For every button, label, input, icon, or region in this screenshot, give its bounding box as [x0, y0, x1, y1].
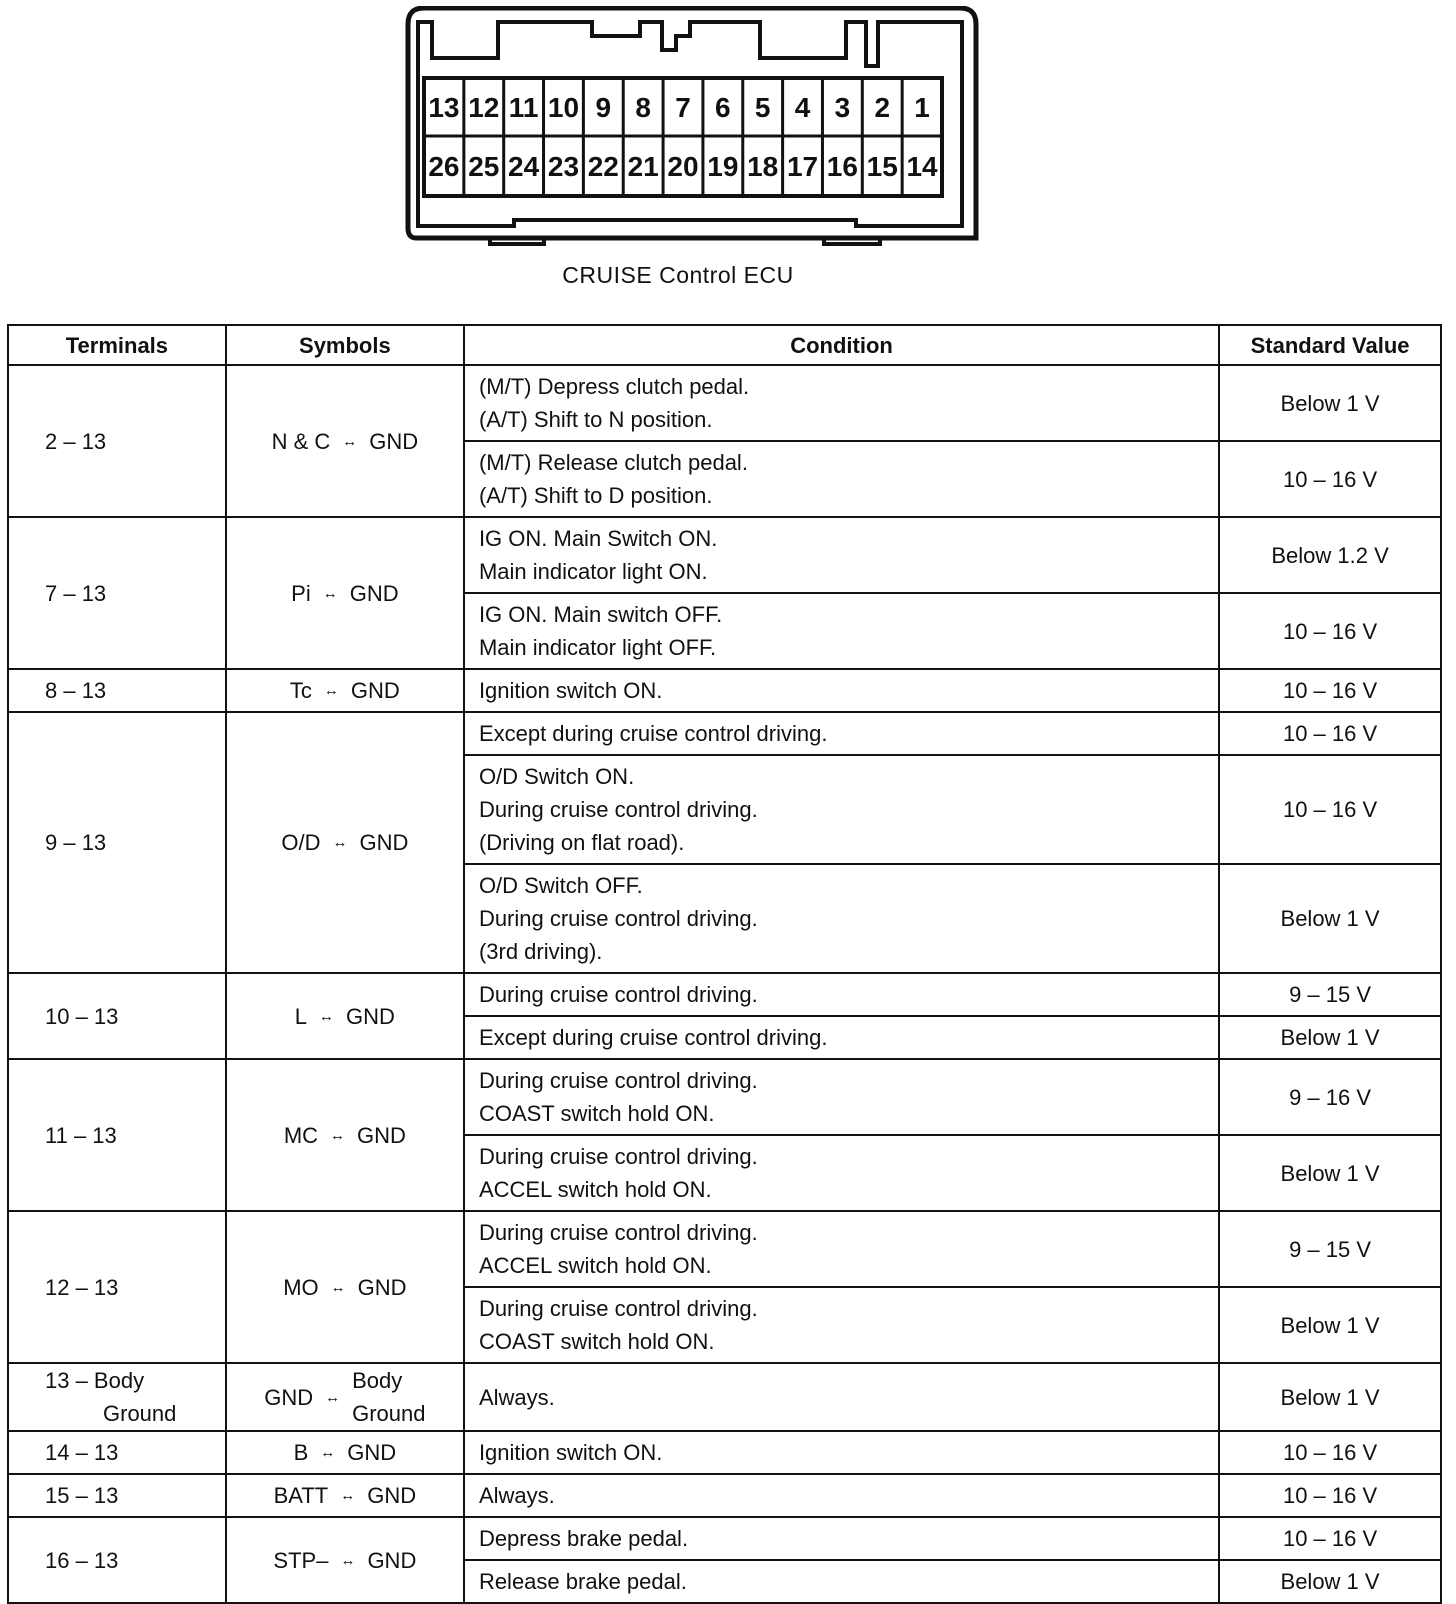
- pin-21-label: 21: [627, 151, 659, 182]
- symbol-right-text: GND: [357, 1122, 406, 1148]
- condition-line: (A/T) Shift to N position.: [478, 407, 713, 432]
- header-symbols: Symbols: [226, 325, 464, 365]
- symbol-left-text: MC: [283, 1122, 319, 1148]
- condition-line: (M/T) Release clutch pedal.: [478, 450, 748, 475]
- pin-15-label: 15: [866, 151, 898, 182]
- symbol-right-text: GND: [367, 1547, 417, 1573]
- symbol-left-text: L: [294, 1003, 308, 1029]
- terminal-specification-table: [7, 324, 1442, 1604]
- standard-value-cell: 10 – 16 V: [1219, 441, 1441, 517]
- bidirectional-arrow-icon: ↔: [323, 682, 339, 699]
- terminals-cell: [8, 1474, 226, 1517]
- symbol-right-text: GND: [359, 830, 409, 855]
- table-row: [8, 1211, 1441, 1287]
- condition-line: Always.: [478, 1384, 555, 1410]
- condition-cell: [464, 1287, 1219, 1363]
- symbol-right: [357, 1119, 406, 1152]
- condition-line: During cruise control driving.: [478, 982, 758, 1007]
- pin-14-label: 14: [906, 151, 938, 182]
- terminals-text: 11 – 13: [45, 1122, 117, 1148]
- standard-value-cell: 10 – 16 V: [1219, 1431, 1441, 1474]
- symbol-left: [281, 826, 320, 859]
- symbol-right: [367, 1544, 416, 1577]
- terminals-cell: [8, 517, 226, 669]
- symbol-pair: [291, 577, 398, 610]
- condition-line: ACCEL switch hold ON.: [478, 1253, 712, 1278]
- table-row: [8, 712, 1441, 755]
- symbol-left: [273, 1544, 328, 1577]
- symbol-cell: [226, 1363, 464, 1431]
- pin-11-label: 11: [508, 92, 539, 123]
- bidirectional-arrow-icon: ↔: [322, 584, 338, 602]
- table-row: [8, 517, 1441, 593]
- symbol-pair: [272, 425, 419, 458]
- pin-18-label: 18: [747, 151, 779, 182]
- symbol-left-text: BATT: [273, 1483, 329, 1508]
- symbol-right: [367, 1479, 416, 1512]
- standard-value-cell: 10 – 16 V: [1219, 669, 1441, 712]
- bidirectional-arrow-icon: ↔: [340, 1487, 356, 1504]
- symbol-pair: [264, 1364, 425, 1430]
- standard-value-cell: Below 1 V: [1219, 1363, 1441, 1431]
- condition-line: Except during cruise control driving.: [478, 721, 828, 746]
- condition-cell: [464, 441, 1219, 517]
- table-row: [8, 669, 1441, 712]
- standard-value-cell: Below 1 V: [1219, 864, 1441, 973]
- symbol-pair: [284, 1119, 406, 1152]
- standard-value-cell: 10 – 16 V: [1219, 755, 1441, 864]
- condition-line: O/D Switch OFF.: [478, 873, 643, 898]
- terminals-cell: [8, 365, 226, 517]
- pin-7-label: 7: [675, 92, 691, 123]
- condition-line: Depress brake pedal.: [478, 1526, 689, 1551]
- pin-12-label: 12: [468, 92, 500, 123]
- condition-line: During cruise control driving.: [478, 1220, 758, 1245]
- condition-cell: [464, 593, 1219, 669]
- condition-line: (A/T) Shift to D position.: [478, 483, 713, 508]
- connector-caption: CRUISE Control ECU: [562, 262, 794, 288]
- condition-cell: [464, 1517, 1219, 1560]
- standard-value-cell: Below 1 V: [1219, 365, 1441, 441]
- condition-line: (Driving on flat road).: [478, 830, 685, 855]
- condition-cell: [464, 1016, 1219, 1059]
- header-condition: Condition: [464, 325, 1219, 365]
- standard-value-cell: 10 – 16 V: [1219, 1517, 1441, 1560]
- ecu-connector-diagram: [404, 6, 984, 250]
- symbol-right: [350, 577, 399, 610]
- pin-22-label: 22: [587, 151, 619, 182]
- symbol-right-text: GND: [369, 428, 419, 454]
- header-standard-value: Standard Value: [1219, 325, 1441, 365]
- symbol-pair: [274, 1479, 416, 1512]
- pin-25-label: 25: [468, 151, 500, 182]
- condition-cell: [464, 365, 1219, 441]
- pin-9-label: 9: [595, 92, 612, 123]
- condition-cell: [464, 517, 1219, 593]
- condition-line: IG ON. Main switch OFF.: [478, 602, 723, 627]
- symbol-cell: [226, 973, 464, 1059]
- condition-line: Ignition switch ON.: [478, 678, 663, 703]
- terminals-text: 16 – 13: [45, 1547, 119, 1573]
- symbol-right: [369, 425, 418, 458]
- symbol-left-text: GND: [264, 1384, 314, 1410]
- pin-24-label: 24: [508, 151, 540, 182]
- table-row: [8, 1363, 1441, 1431]
- terminals-cell: [8, 1363, 226, 1431]
- symbol-right: [347, 1436, 396, 1469]
- symbol-left-text: STP–: [273, 1547, 329, 1573]
- symbol-cell: [226, 517, 464, 669]
- pin-8-label: 8: [635, 92, 651, 123]
- symbol-right: [346, 1000, 395, 1033]
- symbol-left-text: Tc: [289, 678, 312, 703]
- standard-value-cell: 10 – 16 V: [1219, 712, 1441, 755]
- symbol-right-text: GND: [350, 678, 400, 703]
- symbol-left: [284, 1119, 318, 1152]
- condition-line: O/D Switch ON.: [478, 764, 635, 789]
- pin-26-label: 26: [428, 151, 460, 182]
- bidirectional-arrow-icon: ↔: [342, 432, 358, 450]
- pin-3-label: 3: [834, 92, 851, 123]
- condition-line: Ignition switch ON.: [478, 1440, 663, 1465]
- standard-value-cell: 9 – 15 V: [1219, 973, 1441, 1016]
- table-header-row: [8, 325, 1441, 365]
- bidirectional-arrow-icon: ↔: [332, 834, 348, 851]
- condition-cell: [464, 1560, 1219, 1603]
- symbol-left: [274, 1479, 329, 1512]
- terminals-cell: [8, 1431, 226, 1474]
- condition-cell: [464, 755, 1219, 864]
- condition-line: (3rd driving).: [478, 939, 603, 964]
- bidirectional-arrow-icon: ↔: [319, 1007, 335, 1025]
- condition-line: During cruise control driving.: [478, 797, 758, 822]
- symbol-left: [291, 577, 311, 610]
- symbol-cell: [226, 1431, 464, 1474]
- symbol-right: [351, 674, 400, 707]
- table-row: [8, 365, 1441, 441]
- condition-cell: [464, 712, 1219, 755]
- pin-4-label: 4: [794, 92, 811, 123]
- pin-19-label: 19: [707, 151, 739, 182]
- condition-line: During cruise control driving.: [478, 906, 758, 931]
- terminals-text: Ground: [103, 1401, 177, 1426]
- condition-line: (M/T) Depress clutch pedal.: [478, 374, 750, 399]
- symbol-cell: [226, 712, 464, 973]
- standard-value-cell: 10 – 16 V: [1219, 593, 1441, 669]
- symbol-pair: [281, 826, 408, 859]
- symbol-left: [272, 425, 331, 458]
- symbol-pair: [290, 674, 400, 707]
- table-row: [8, 1059, 1441, 1135]
- condition-cell: [464, 669, 1219, 712]
- symbol-left: [264, 1381, 313, 1414]
- pin-6-label: 6: [715, 92, 731, 123]
- symbol-left: [294, 1436, 309, 1469]
- symbol-left-text: N & C: [271, 428, 331, 454]
- terminals-text: 14 – 13: [45, 1440, 119, 1465]
- condition-line: During cruise control driving.: [478, 1144, 758, 1169]
- condition-line: COAST switch hold ON.: [478, 1329, 715, 1354]
- condition-line: COAST switch hold ON.: [478, 1101, 715, 1126]
- condition-cell: [464, 1474, 1219, 1517]
- terminals-text: 8 – 13: [45, 678, 107, 703]
- symbol-right: [358, 1271, 407, 1304]
- pin-20-label: 20: [667, 151, 699, 182]
- symbol-right-text: Body: [352, 1368, 403, 1393]
- condition-cell: [464, 1135, 1219, 1211]
- table-row: [8, 1517, 1441, 1560]
- condition-line: ACCEL switch hold ON.: [478, 1177, 712, 1202]
- symbol-right-text: Ground: [352, 1401, 426, 1426]
- terminals-text: 2 – 13: [45, 428, 107, 454]
- symbol-right-text: GND: [346, 1003, 395, 1029]
- symbol-right-text: GND: [347, 1440, 397, 1465]
- symbol-left-text: Pi: [291, 580, 311, 606]
- condition-cell: [464, 1059, 1219, 1135]
- symbol-pair: [294, 1436, 397, 1469]
- standard-value-cell: Below 1.2 V: [1219, 517, 1441, 593]
- condition-line: Except during cruise control driving.: [478, 1025, 828, 1050]
- standard-value-cell: Below 1 V: [1219, 1287, 1441, 1363]
- header-terminals: Terminals: [8, 325, 226, 365]
- pin-10-label: 10: [547, 92, 580, 123]
- symbol-left-text: B: [293, 1440, 309, 1465]
- standard-value-cell: 9 – 16 V: [1219, 1059, 1441, 1135]
- bidirectional-arrow-icon: ↔: [330, 1278, 346, 1296]
- bidirectional-arrow-icon: ↔: [330, 1126, 346, 1144]
- pin-16-label: 16: [826, 151, 858, 182]
- condition-cell: [464, 973, 1219, 1016]
- symbol-cell: [226, 669, 464, 712]
- pin-13-label: 13: [428, 92, 460, 123]
- terminals-text: 7 – 13: [45, 580, 107, 606]
- symbol-left-text: O/D: [281, 830, 321, 855]
- terminals-cell: [8, 1059, 226, 1211]
- symbol-cell: [226, 1517, 464, 1603]
- terminals-text: 13 – Body: [45, 1368, 145, 1393]
- condition-cell: [464, 1211, 1219, 1287]
- bidirectional-arrow-icon: ↔: [320, 1444, 336, 1461]
- pin-1-label: 1: [914, 92, 930, 123]
- table-row: [8, 1474, 1441, 1517]
- condition-line: Always.: [478, 1483, 555, 1508]
- bidirectional-arrow-icon: ↔: [325, 1388, 341, 1406]
- symbol-left-text: MO: [283, 1274, 319, 1300]
- symbol-right-text: GND: [357, 1274, 407, 1300]
- pin-2-label: 2: [874, 92, 891, 123]
- symbol-cell: [226, 365, 464, 517]
- standard-value-cell: Below 1 V: [1219, 1560, 1441, 1603]
- symbol-pair: [283, 1271, 406, 1304]
- condition-cell: [464, 1363, 1219, 1431]
- symbol-left: [295, 1000, 307, 1033]
- symbol-pair: [273, 1544, 416, 1577]
- terminals-text: 10 – 13: [45, 1003, 119, 1029]
- symbol-left: [283, 1271, 318, 1304]
- pin-17-label: 17: [786, 151, 819, 182]
- standard-value-cell: Below 1 V: [1219, 1135, 1441, 1211]
- terminals-cell: [8, 973, 226, 1059]
- terminals-cell: [8, 1211, 226, 1363]
- symbol-pair: [295, 1000, 395, 1033]
- terminals-text: 12 – 13: [45, 1274, 119, 1300]
- symbol-right: [359, 826, 408, 859]
- symbol-right-text: GND: [349, 580, 399, 606]
- symbol-cell: [226, 1474, 464, 1517]
- condition-line: IG ON. Main Switch ON.: [478, 526, 718, 551]
- condition-line: Main indicator light OFF.: [478, 635, 717, 660]
- table-row: [8, 1431, 1441, 1474]
- symbol-cell: [226, 1059, 464, 1211]
- standard-value-cell: Below 1 V: [1219, 1016, 1441, 1059]
- terminals-text: 15 – 13: [45, 1483, 119, 1508]
- terminals-cell: [8, 712, 226, 973]
- symbol-cell: [226, 1211, 464, 1363]
- symbol-left: [290, 674, 312, 707]
- table-row: [8, 973, 1441, 1016]
- pin-5-label: 5: [754, 92, 771, 123]
- condition-line: During cruise control driving.: [478, 1068, 758, 1093]
- terminals-cell: [8, 669, 226, 712]
- bidirectional-arrow-icon: ↔: [340, 1551, 356, 1569]
- condition-cell: [464, 1431, 1219, 1474]
- condition-cell: [464, 864, 1219, 973]
- standard-value-cell: 10 – 16 V: [1219, 1474, 1441, 1517]
- terminals-cell: [8, 1517, 226, 1603]
- terminals-text: 9 – 13: [45, 830, 107, 855]
- standard-value-cell: 9 – 15 V: [1219, 1211, 1441, 1287]
- condition-line: During cruise control driving.: [478, 1296, 758, 1321]
- condition-line: Release brake pedal.: [478, 1569, 687, 1594]
- symbol-right: [352, 1364, 425, 1430]
- pin-23-label: 23: [547, 151, 580, 182]
- symbol-right-text: GND: [367, 1483, 417, 1508]
- condition-line: Main indicator light ON.: [478, 559, 708, 584]
